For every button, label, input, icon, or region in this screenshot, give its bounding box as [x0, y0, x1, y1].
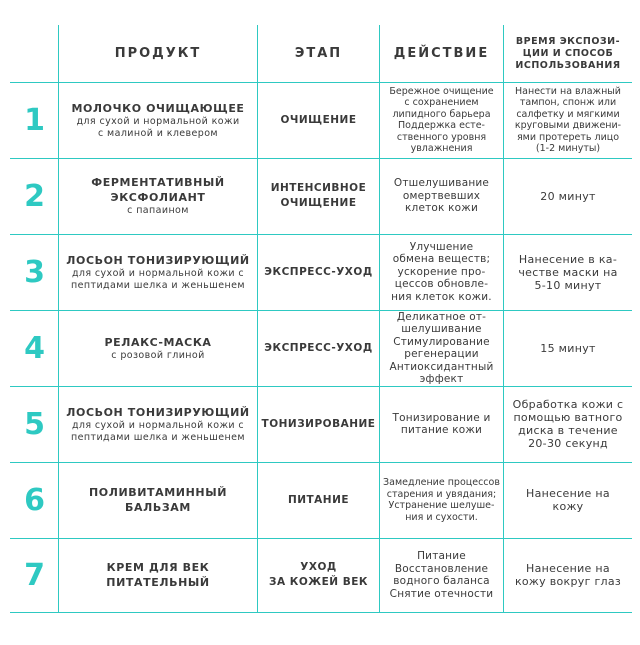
time-cell — [504, 158, 632, 234]
action-text: шелушивание — [401, 323, 482, 335]
stage-cell — [258, 310, 379, 386]
action-text: Тонизирование и — [392, 411, 491, 424]
time-cell — [504, 310, 632, 386]
stage-label: ПИТАНИЕ — [287, 493, 350, 506]
stage-cell — [258, 538, 379, 612]
product-title: РЕЛАКС-МАСКА — [104, 335, 212, 349]
action-text: Снятие отечности — [389, 587, 494, 600]
time-text: помощью ватного — [513, 411, 623, 424]
stage-label: ОЧИЩЕНИЕ — [280, 197, 357, 209]
action-text: ния клеток кожи. — [391, 290, 492, 303]
product-title: ЛОСЬОН ТОНИЗИРУЮЩИЙ — [66, 253, 250, 267]
action-text: увлажнения — [410, 143, 473, 154]
action-text: Бережное очищение — [389, 85, 494, 97]
time-cell — [504, 82, 632, 158]
action-text: обмена веществ; — [392, 253, 491, 266]
product-cell — [59, 158, 257, 234]
product-subtitle: для сухой и нормальной кожи — [76, 115, 240, 127]
stage-cell — [258, 82, 379, 158]
time-text: Нанесение на — [526, 487, 610, 500]
row-number: 7 — [24, 557, 45, 593]
time-text: Нанесение на — [526, 562, 610, 575]
time-text: салфетку и мягкими — [516, 108, 620, 120]
action-text: цессов обновле- — [394, 278, 489, 291]
product-subtitle: пептидами шелка и женьшенем — [71, 279, 245, 291]
header-product-label: ПРОДУКТ — [114, 46, 202, 61]
action-text: Восстановление — [394, 562, 489, 575]
action-cell — [380, 462, 503, 538]
product-cell — [59, 310, 257, 386]
stage-cell — [258, 234, 379, 310]
header-product-cell — [59, 25, 257, 82]
row-number-cell — [11, 310, 58, 386]
action-cell — [380, 82, 503, 158]
time-text: 20-30 секунд — [528, 437, 608, 450]
time-text: круговыми движени- — [514, 120, 622, 131]
product-cell — [59, 538, 257, 612]
action-text: старения и увядания; — [386, 488, 497, 500]
time-text: 20 минут — [540, 189, 596, 203]
row-number: 6 — [24, 482, 45, 518]
row-number: 3 — [24, 254, 45, 290]
action-text: ускорение про- — [397, 265, 486, 278]
product-cell — [59, 82, 257, 158]
time-text: честве маски на — [518, 265, 618, 279]
product-subtitle: с малиной и клевером — [98, 127, 218, 139]
row-number-cell — [11, 462, 58, 538]
row-number: 5 — [24, 406, 45, 442]
time-text: диска в течение — [518, 424, 618, 437]
action-cell — [380, 158, 503, 234]
action-text: клеток кожи — [405, 202, 478, 215]
stage-label: УХОД — [300, 561, 337, 573]
stage-label: ЭКСПРЕСС-УХОД — [264, 341, 373, 354]
action-cell — [380, 538, 503, 612]
action-text: с сохранением — [404, 97, 479, 108]
stage-cell — [258, 158, 379, 234]
action-text: Поддержка есте- — [398, 120, 485, 131]
row-number-cell — [11, 82, 58, 158]
time-text: кожу — [552, 500, 584, 513]
time-text: (1-2 минуты) — [535, 143, 601, 154]
product-title: МОЛОЧКО ОЧИЩАЮЩЕЕ — [71, 101, 245, 115]
time-text: Нанести на влажный — [515, 85, 621, 97]
header-action-cell — [380, 25, 503, 82]
row-number-cell — [11, 234, 58, 310]
time-cell — [504, 386, 632, 462]
header-stage-cell — [258, 25, 379, 82]
product-cell — [59, 462, 257, 538]
action-cell — [380, 386, 503, 462]
stage-label: ТОНИЗИРОВАНИЕ — [261, 417, 376, 430]
time-text: Нанесение в ка- — [518, 252, 618, 266]
time-text: тампон, спонж или — [519, 97, 617, 108]
action-cell — [380, 310, 503, 386]
row-number: 2 — [24, 178, 45, 214]
time-text: кожу вокруг глаз — [514, 575, 622, 588]
row-number-cell — [11, 386, 58, 462]
action-text: Антиоксидантный — [389, 360, 494, 373]
action-text: Замедление процессов — [383, 477, 500, 488]
action-text: Отшелушивание — [393, 177, 490, 190]
action-text: липидного барьера — [392, 108, 491, 120]
stage-label: ИНТЕНСИВНОЕ — [270, 182, 367, 194]
product-title: ФЕРМЕНТАТИВНЫЙ — [91, 176, 225, 189]
product-title: ЛОСЬОН ТОНИЗИРУЮЩИЙ — [66, 405, 250, 419]
time-text: ями протереть лицо — [516, 131, 620, 143]
time-text: 5-10 минут — [534, 278, 602, 292]
time-text: 15 минут — [540, 341, 596, 355]
row-number: 1 — [24, 102, 45, 138]
action-text: Улучшение — [409, 240, 474, 253]
product-subtitle: с папаином — [127, 205, 189, 216]
action-text: Стимулирование — [393, 335, 490, 348]
action-text: ственного уровня — [396, 131, 487, 143]
action-text: эффект — [419, 373, 464, 385]
action-text: Питание — [417, 550, 466, 562]
stage-label: ОЧИЩЕНИЕ — [280, 113, 357, 126]
header-stage-label: ЭТАП — [294, 46, 343, 61]
product-subtitle: пептидами шелка и женьшенем — [71, 431, 245, 443]
stage-cell — [258, 386, 379, 462]
row-number: 4 — [24, 330, 45, 366]
stage-label: ЗА КОЖЕЙ ВЕК — [269, 576, 368, 588]
header-time-label-line: ЦИИ И СПОСОБ — [522, 47, 614, 59]
action-text: омертвевших — [402, 189, 481, 202]
action-text: регенерации — [404, 348, 479, 360]
action-cell — [380, 234, 503, 310]
product-title: ЭКСФОЛИАНТ — [110, 191, 206, 204]
product-subtitle: с розовой глиной — [111, 349, 205, 361]
action-text: Устранение шелуше- — [388, 500, 495, 511]
row-number-cell — [11, 158, 58, 234]
table-row-divider — [10, 612, 632, 613]
product-cell — [59, 234, 257, 310]
action-text: водного баланса — [393, 575, 490, 587]
product-cell — [59, 386, 257, 462]
product-title: ПОЛИВИТАМИННЫЙ БАЛЬЗАМ — [88, 486, 228, 514]
product-title: КРЕМ ДЛЯ ВЕК ПИТАТЕЛЬНЫЙ — [106, 561, 210, 589]
stage-cell — [258, 462, 379, 538]
time-text: Обработка кожи с — [512, 398, 624, 411]
time-cell — [504, 462, 632, 538]
action-text: ния и сухости. — [405, 511, 478, 523]
header-time-label-line: ВРЕМЯ ЭКСПОЗИ- — [515, 35, 621, 47]
stage-label: ЭКСПРЕСС-УХОД — [264, 265, 373, 278]
time-cell — [504, 538, 632, 612]
action-text: питание кожи — [400, 424, 483, 436]
time-cell — [504, 234, 632, 310]
row-number-cell — [11, 538, 58, 612]
header-action-label: ДЕЙСТВИЕ — [393, 46, 490, 61]
product-subtitle: для сухой и нормальной кожи с — [71, 419, 245, 431]
product-subtitle: для сухой и нормальной кожи с — [71, 267, 245, 279]
header-time-label-line: ИСПОЛЬЗОВАНИЯ — [515, 59, 621, 71]
action-text: Деликатное от- — [396, 310, 487, 323]
header-time-cell — [504, 25, 632, 82]
